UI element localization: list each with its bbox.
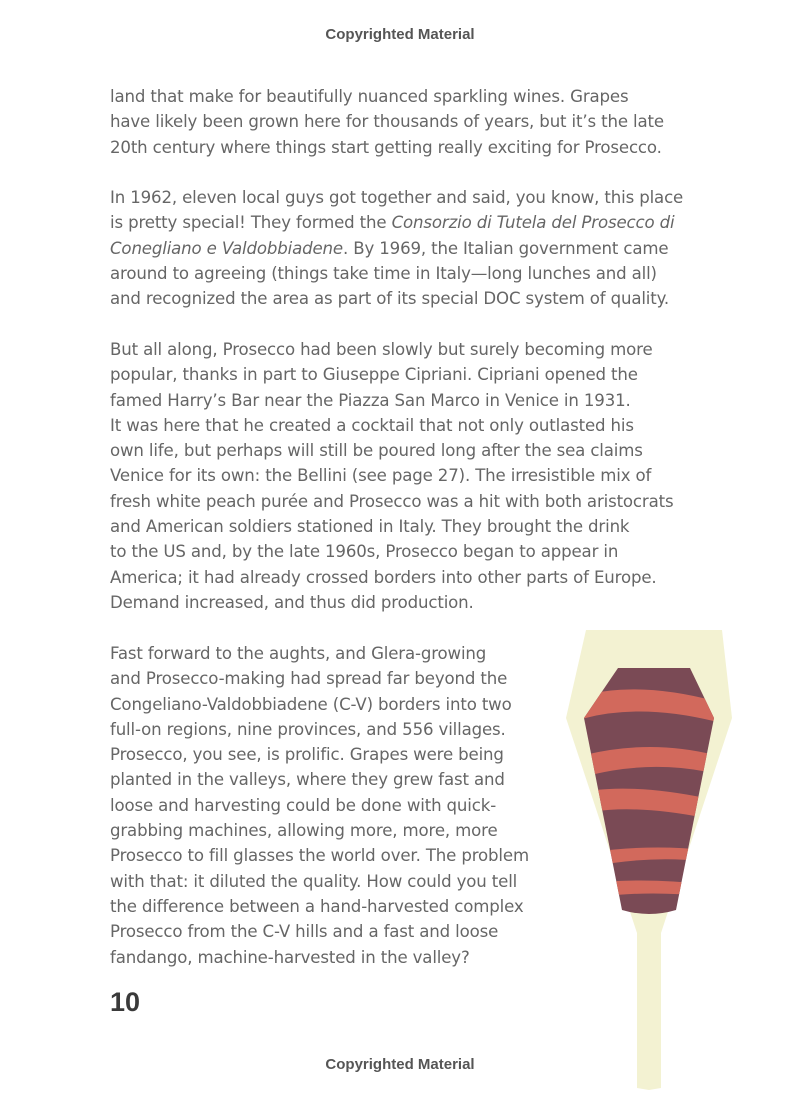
- page-number: 10: [110, 987, 141, 1017]
- text-line: planted in the valleys, where they grew fast and: [110, 770, 505, 790]
- text-line: Demand increased, and thus did production.: [110, 592, 474, 612]
- consortium-name-italic: Consorzio di Tutela del Prosecco di: [391, 213, 675, 233]
- text-line: Prosecco to fill glasses the world over. The problem: [110, 846, 529, 866]
- text-line: Prosecco, you see, is prolific. Grapes were being: [110, 745, 504, 765]
- text-line: In 1962, eleven local guys got together and said, you know, this place: [110, 188, 684, 207]
- text-line: America; it had already crossed borders into other parts of Europe.: [110, 567, 657, 587]
- text-line: full-on regions, nine provinces, and 556 villages.: [110, 719, 506, 739]
- text-line: [110, 210, 683, 235]
- text-line: fresh white peach purée and Prosecco was a hit with both aristocrats: [110, 491, 674, 511]
- text-line: 20th century where things start getting really exciting for Prosecco.: [110, 137, 662, 157]
- paragraph-4: [110, 641, 529, 970]
- text-line: It was here that he created a cocktail that not only outlasted his: [110, 415, 634, 435]
- text-run: is pretty special! They formed the: [110, 213, 392, 233]
- text-line: Congeliano-Valdobbiadene (C-V) borders into two: [110, 694, 512, 714]
- text-line: the difference between a hand-harvested complex: [110, 896, 524, 916]
- text-line: around to agreeing (things take time in Italy—long lunches and all): [110, 263, 657, 283]
- text-line: grabbing machines, allowing more, more, more: [110, 821, 498, 841]
- text-line: Venice for its own: the Bellini (see page 27). The irresistible mix of: [110, 466, 652, 486]
- text-line: to the US and, by the late 1960s, Prosecco began to appear in: [110, 542, 619, 562]
- paragraph-3: [110, 337, 673, 615]
- text-line: and Prosecco-making had spread far beyond the: [110, 669, 508, 689]
- text-line: have likely been grown here for thousands of years, but it’s the late: [110, 112, 664, 132]
- text-line: land that make for beautifully nuanced sparkling wines. Grapes: [110, 87, 629, 106]
- text-line: loose and harvesting could be done with quick-: [110, 795, 497, 815]
- text-line: popular, thanks in part to Giuseppe Cipriani. Cipriani opened the: [110, 365, 638, 385]
- champagne-flute-icon: [566, 628, 732, 1092]
- text-line: fandango, machine-harvested in the valley?: [110, 947, 470, 967]
- text-line: and recognized the area as part of its special DOC system of quality.: [110, 289, 670, 309]
- text-line: [110, 236, 683, 261]
- text-line: famed Harry’s Bar near the Piazza San Marco in Venice in 1931.: [110, 390, 631, 410]
- text-line: Fast forward to the aughts, and Glera-growing: [110, 644, 487, 663]
- text-run: . By 1969, the Italian government came: [342, 238, 669, 258]
- consortium-name-italic: Conegliano e Valdobbiadene: [110, 238, 343, 258]
- footer-copyright: Copyrighted Material: [325, 1056, 475, 1073]
- paragraph-1: [110, 84, 664, 160]
- text-line: with that: it diluted the quality. How could you tell: [110, 871, 518, 891]
- text-line: own life, but perhaps will still be poured long after the sea claims: [110, 441, 643, 461]
- text-line: But all along, Prosecco had been slowly but surely becoming more: [110, 340, 653, 359]
- text-line: Prosecco from the C-V hills and a fast and loose: [110, 922, 499, 942]
- paragraph-2: [110, 185, 683, 311]
- header-copyright: Copyrighted Material: [325, 26, 475, 43]
- text-line: and American soldiers stationed in Italy. They brought the drink: [110, 517, 630, 537]
